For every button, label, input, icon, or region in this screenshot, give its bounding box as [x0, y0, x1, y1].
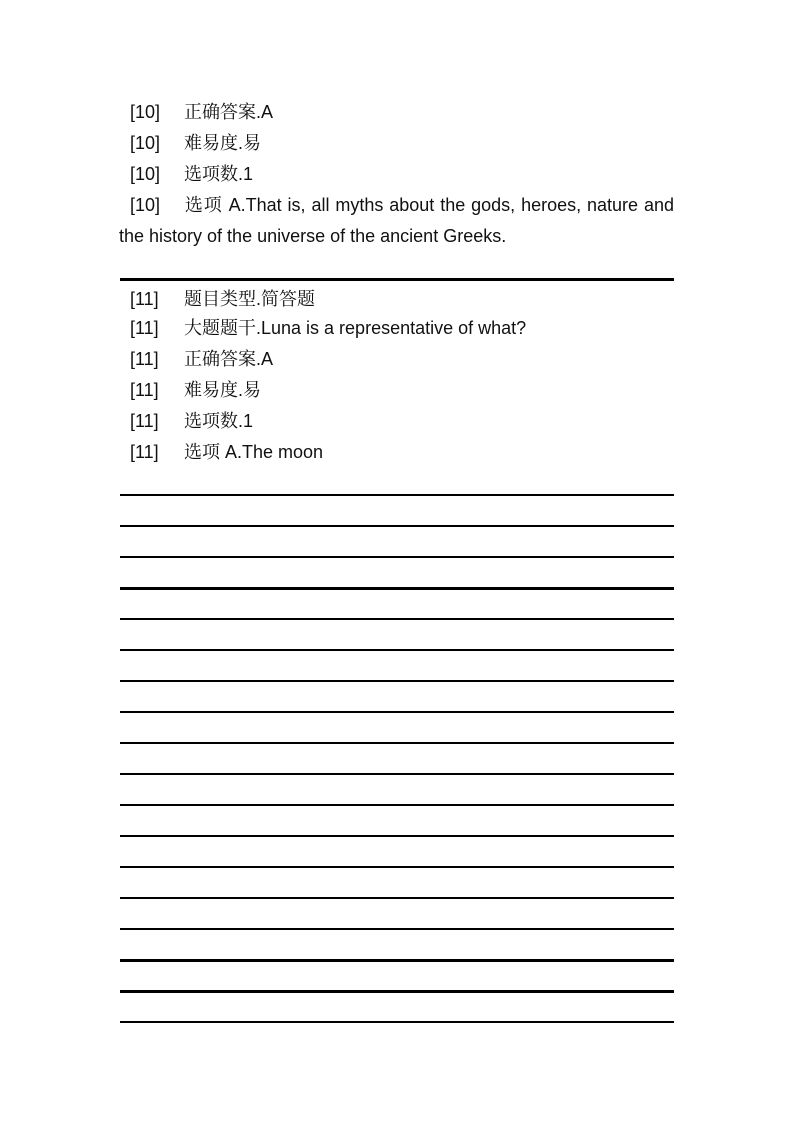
q11-stem-text: 大题题干.Luna is a representative of what?	[184, 318, 527, 338]
answer-line	[120, 804, 674, 806]
q11-difficulty-line	[130, 375, 261, 406]
answer-line	[120, 494, 674, 496]
answer-line	[120, 928, 674, 930]
answer-line	[120, 618, 674, 620]
q10-option-a-paragraph	[119, 190, 674, 252]
q11-option-count-text: 选项数.1	[184, 411, 254, 431]
answer-line	[120, 680, 674, 682]
answer-line	[120, 773, 674, 775]
answer-line	[120, 897, 674, 899]
q11-stem-tag: [11]	[130, 318, 159, 338]
q11-answer-tag: [11]	[130, 349, 159, 369]
answer-line	[120, 649, 674, 651]
q10-answer-line	[130, 97, 273, 128]
q11-option-count-line	[130, 406, 253, 437]
q10-answer-tag: [10]	[130, 102, 161, 122]
q10-option-count-tag: [10]	[130, 164, 161, 184]
answer-line	[120, 742, 674, 744]
q10-option-count-line	[130, 159, 253, 190]
q11-answer-line	[130, 344, 273, 375]
answer-line	[120, 556, 674, 558]
q11-type-tag: [11]	[130, 289, 159, 309]
q10-option-a-text: 选项 A.That is, all myths about the gods, heroes, nature and the history of the universe of the ancient Greeks.	[119, 195, 674, 246]
q11-option-count-tag: [11]	[130, 411, 159, 431]
q11-option-a-tag: [11]	[130, 442, 159, 462]
q10-option-a-tag: [10]	[130, 195, 161, 215]
q11-difficulty-tag: [11]	[130, 380, 159, 400]
answer-line	[120, 525, 674, 527]
q11-option-a-text: 选项 A.The moon	[184, 442, 324, 462]
answer-line	[120, 711, 674, 713]
q10-difficulty-line	[130, 128, 261, 159]
answer-line	[120, 1021, 674, 1023]
q10-difficulty-tag: [10]	[130, 133, 161, 153]
section-divider	[120, 278, 674, 281]
q11-type-text: 题目类型.简答题	[184, 289, 316, 309]
q10-answer-text: 正确答案.A	[184, 102, 274, 122]
answer-line	[120, 835, 674, 837]
answer-line	[120, 587, 674, 590]
answer-line	[120, 990, 674, 993]
answer-line	[120, 866, 674, 868]
q10-difficulty-text: 难易度.易	[184, 133, 262, 153]
q10-option-count-text: 选项数.1	[184, 164, 254, 184]
answer-line	[120, 959, 674, 962]
q11-stem-line	[130, 313, 526, 344]
q11-difficulty-text: 难易度.易	[184, 380, 262, 400]
q11-type-line	[130, 284, 315, 315]
q11-answer-text: 正确答案.A	[184, 349, 274, 369]
q11-option-a-line	[130, 437, 323, 468]
